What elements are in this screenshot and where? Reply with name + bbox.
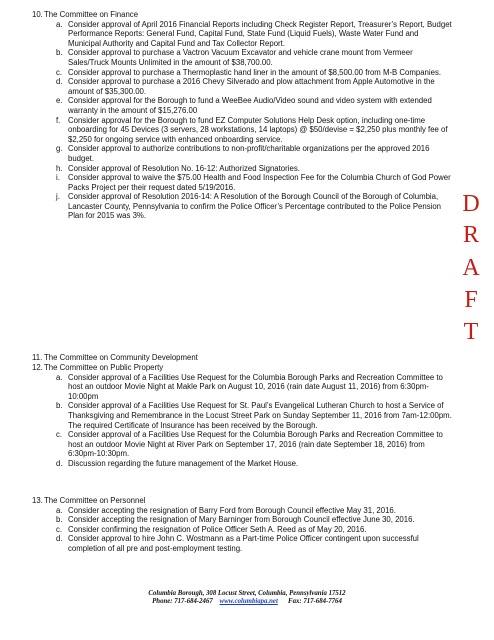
item-text: Consider accepting the resignation of Barry Ford from Borough Council effective May 31, 2016. <box>68 505 396 515</box>
list-item <box>32 525 452 535</box>
item-text: Consider approval to authorize contributions to non-profit/charitable organizations per the approved 2016 budget. <box>68 144 430 163</box>
item-letter: a. <box>56 372 63 382</box>
section-heading <box>32 353 452 363</box>
section-finance <box>32 10 452 221</box>
draft-letter: T <box>463 319 479 345</box>
list-item <box>32 96 452 115</box>
item-text: Consider approval of a Facilities Use Request for the Columbia Borough Parks and Recreation Committee to host an outdoor Movie Night at Makle Park on August 10, 2016 (rain date August 11, 2016) from 6:30pm-10:00pm <box>68 372 443 401</box>
item-letter: b. <box>56 401 63 411</box>
item-letter: d. <box>56 458 63 468</box>
item-list <box>32 20 452 221</box>
item-text: Consider confirming the resignation of Police Officer Seth A. Reed as of May 20, 2016. <box>68 524 367 534</box>
draft-letter: A <box>462 255 480 281</box>
item-text: Consider approval of a Facilities Use Request for St. Paul’s Evangelical Lutheran Church to host a Service of Thanksgiving and Remembrance in the Locust Street Park on Sunday September 11, 2016 from 7am-12:00pm. The required Certificate of Insurance has been received by the Borough. <box>68 401 452 430</box>
item-letter: e. <box>56 96 63 106</box>
item-text: Discussion regarding the future management of the Market House. <box>68 458 299 468</box>
list-item <box>32 68 452 78</box>
list-item <box>32 48 452 67</box>
item-letter: c. <box>56 430 63 440</box>
item-text: Consider approval to waive the $75.00 Health and Food Inspection Fee for the Columbia Church of God Power Packs Project per their request dated 5/19/2016. <box>68 173 451 192</box>
item-text: Consider approval to purchase a Vactron Vacuum Excavator and vehicle crane mount from Vermeer Sales/Truck Mounts Unlimited in the amount of $38,700.00. <box>68 48 413 67</box>
section-number: 13. <box>32 496 43 505</box>
item-text: Consider approval to hire John C. Wostmann as a Part-time Police Officer contingent upon successful completion of all pre and post-employment testing. <box>68 534 419 553</box>
list-item <box>32 144 452 163</box>
item-text: Consider accepting the resignation of Mary Barninger from Borough Council effective June 30, 2016. <box>68 515 415 525</box>
list-item <box>32 534 452 553</box>
draft-letter: R <box>462 222 479 248</box>
item-text: Consider approval of Resolution No. 16-12: Authorized Signatories. <box>68 163 300 173</box>
section-title: The Committee on Finance <box>44 10 139 19</box>
item-text: Consider approval to purchase a Thermoplastic hand liner in the amount of $8,500.00 from M-B Companies. <box>68 67 442 77</box>
section-number: 11. <box>32 353 43 362</box>
item-text: Consider approval of Resolution 2016-14: A Resolution of the Borough Council of the Borough of Columbia, Lancaster County, Pennsylvania to confirm the Police Officer’s Percentage contributed to the Police Pension Plan for 2015 was 3%. <box>68 192 442 221</box>
item-letter: g. <box>56 144 63 154</box>
list-item <box>32 164 452 174</box>
item-letter: d. <box>56 77 63 87</box>
item-letter: a. <box>56 19 63 29</box>
section-community-development <box>32 353 452 363</box>
item-text: Consider approval of a Facilities Use Request for the Columbia Borough Parks and Recreation Committee to host an outdoor Movie Night at River Park on September 17, 2016 (rain date September 18, 2016) from 6:30pm-10:30pm. <box>68 430 443 459</box>
list-item <box>32 192 452 221</box>
list-item <box>32 116 452 145</box>
list-item <box>32 506 452 516</box>
item-letter: j. <box>56 192 60 202</box>
item-letter: h. <box>56 163 63 173</box>
section-personnel <box>32 496 452 554</box>
section-heading <box>32 10 452 20</box>
footer-phone: Phone: 717-684-2467 <box>152 598 213 605</box>
item-letter: d. <box>56 534 63 544</box>
section-title: The Committee on Personnel <box>44 496 146 505</box>
footer-contact <box>0 598 494 606</box>
item-letter: c. <box>56 67 63 77</box>
item-letter: b. <box>56 48 63 58</box>
list-item <box>32 430 452 459</box>
section-heading <box>32 363 452 373</box>
item-letter: i. <box>56 173 60 183</box>
draft-letter: D <box>462 191 480 217</box>
item-letter: f. <box>56 115 61 125</box>
footer-address: Columbia Borough, 308 Locust Street, Columbia, Pennsylvania 17512 <box>148 590 346 597</box>
item-text: Consider approval to purchase a 2016 Chevy Silverado and plow attachment from Apple Automotive in the amount of $35,300.00. <box>68 77 435 96</box>
list-item <box>32 173 452 192</box>
section-public-property <box>32 363 452 469</box>
list-item <box>32 373 452 402</box>
item-text: Consider approval of April 2016 Financial Reports including Check Register Report, Treasurer’s Report, Budget Performance Reports: General Fund, Capital Fund, State Fund (Liquid Fuels), Waste Water Fund and Municipal Authority and Capital Fund and Tax Collector Report. <box>68 19 452 48</box>
list-item <box>32 515 452 525</box>
section-title: The Committee on Public Property <box>44 363 164 372</box>
draft-letter: F <box>464 287 478 313</box>
footer-website-link[interactable]: www.columbiapa.net <box>219 598 278 605</box>
list-item <box>32 459 452 469</box>
section-heading <box>32 496 452 506</box>
item-list <box>32 373 452 469</box>
list-item <box>32 401 452 430</box>
section-number: 10. <box>32 10 43 19</box>
section-title: The Committee on Community Development <box>44 353 198 362</box>
item-letter: c. <box>56 524 63 534</box>
footer-fax: Fax: 717-684-7764 <box>288 598 342 605</box>
list-item <box>32 20 452 49</box>
item-text: Consider approval for the Borough to fund a WeeBee Audio/Video sound and video system with extended warranty in the amount of $15,276.00 <box>68 96 432 115</box>
section-number: 12. <box>32 363 43 372</box>
item-letter: a. <box>56 505 63 515</box>
item-text: Consider approval for the Borough to fund EZ Computer Solutions Help Desk option, including one-time onboarding for 45 Devices (3 servers, 28 workstations, 14 laptops) @ $50/devise = $2,250 plus monthly fee of $2,250 for ongoing service with enhanced onboarding service. <box>68 115 448 144</box>
item-letter: b. <box>56 515 63 525</box>
list-item <box>32 77 452 96</box>
item-list <box>32 506 452 554</box>
